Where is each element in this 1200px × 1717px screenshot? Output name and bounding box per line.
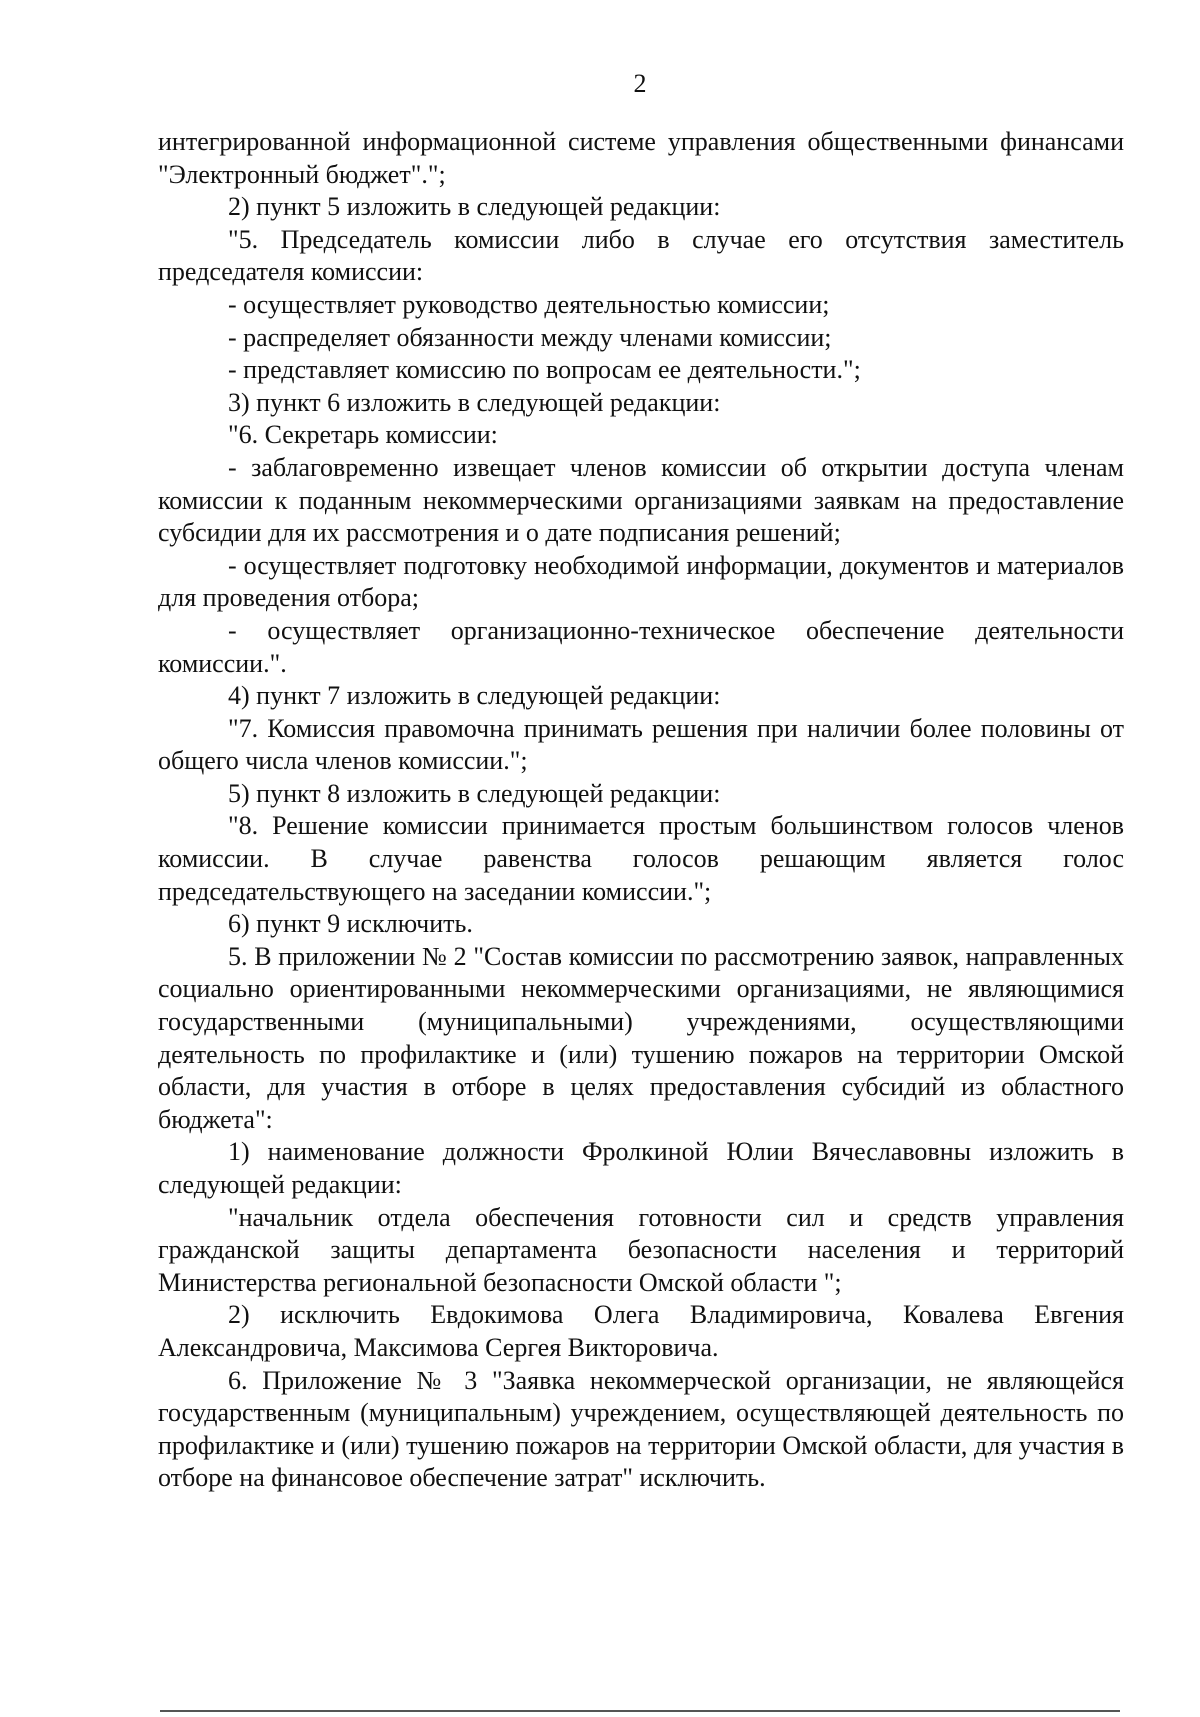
paragraph-continuation: интегрированной информационной системе управления общественными финансами "Электронный бюджет"."; <box>158 127 1124 189</box>
paragraph-section-5: 5. В приложении № 2 "Состав комиссии по рассмотрению заявок, направленных социально ориентированными некоммерческими организациями, не являющимися государственными (муниципальными) учреждениями, осуществляющими деятельность по профилактике и (или) тушению пожаров на территории Омской области, для участия в отборе в целях предоставления субсидий из областного бюджета": <box>158 941 1124 1134</box>
paragraph-clause-7: "7. Комиссия правомочна принимать решения при наличии более половины от общего числа членов комиссии."; <box>158 713 1124 776</box>
paragraph-item-3-intro: 3) пункт 6 изложить в следующей редакции: <box>228 387 721 417</box>
paragraph-list-item: - осуществляет руководство деятельностью комиссии; <box>228 289 830 319</box>
paragraph-list-item: - осуществляет подготовку необходимой информации, документов и материалов для проведения отбора; <box>158 550 1124 613</box>
paragraph-item-6: 6) пункт 9 исключить. <box>228 909 473 939</box>
paragraph-clause-8: "8. Решение комиссии принимается простым большинством голосов членов комиссии. В случае равенства голосов решающим является голос председательствующего на заседании комиссии."; <box>158 811 1124 906</box>
paragraph-section-6: 6. Приложение № 3 "Заявка некоммерческой организации, не являющейся государственным (муниципальным) учреждением, осуществляющей деятельность по профилактике и (или) тушению пожаров на территории Омской области, для участия в отборе на финансовое обеспечение затрат" исключить. <box>158 1365 1124 1493</box>
paragraph-item-2-intro: 2) пункт 5 изложить в следующей редакции: <box>228 192 721 222</box>
paragraph-item-4-intro: 4) пункт 7 изложить в следующей редакции: <box>228 681 721 711</box>
paragraph-list-item: - заблаговременно извещает членов комиссии об открытии доступа членам комиссии к поданным некоммерческими организациями заявкам на предоставление субсидии для их рассмотрения и о дате подписания решений; <box>158 452 1124 548</box>
paragraph-list-item: - представляет комиссию по вопросам ее деятельности."; <box>228 355 861 385</box>
paragraph-position-title: "начальник отдела обеспечения готовности сил и средств управления гражданской защиты департамента безопасности населения и территорий Министерства региональной безопасности Омской области "; <box>158 1202 1124 1297</box>
paragraph-item-5-intro: 5) пункт 8 изложить в следующей редакции: <box>228 778 721 808</box>
paragraph-clause-6: "6. Секретарь комиссии: <box>228 420 498 450</box>
bottom-scan-edge <box>160 1710 1120 1712</box>
paragraph-list-item: - распределяет обязанности между членами комиссии; <box>228 322 832 352</box>
paragraph-clause-5: "5. Председатель комиссии либо в случае его отсутствия заместитель председателя комиссии: <box>158 224 1124 287</box>
page-number: 2 <box>633 69 647 98</box>
paragraph-list-item: - осуществляет организационно-техническое обеспечение деятельности комиссии.". <box>158 615 1124 678</box>
document-body <box>158 126 1124 1495</box>
paragraph-section-5-item-2: 2) исключить Евдокимова Олега Владимировича, Ковалева Евгения Александровича, Максимова Сергея Викторовича. <box>158 1300 1124 1362</box>
paragraph-section-5-item-1: 1) наименование должности Фролкиной Юлии Вячеславовны изложить в следующей редакции: <box>158 1137 1124 1199</box>
